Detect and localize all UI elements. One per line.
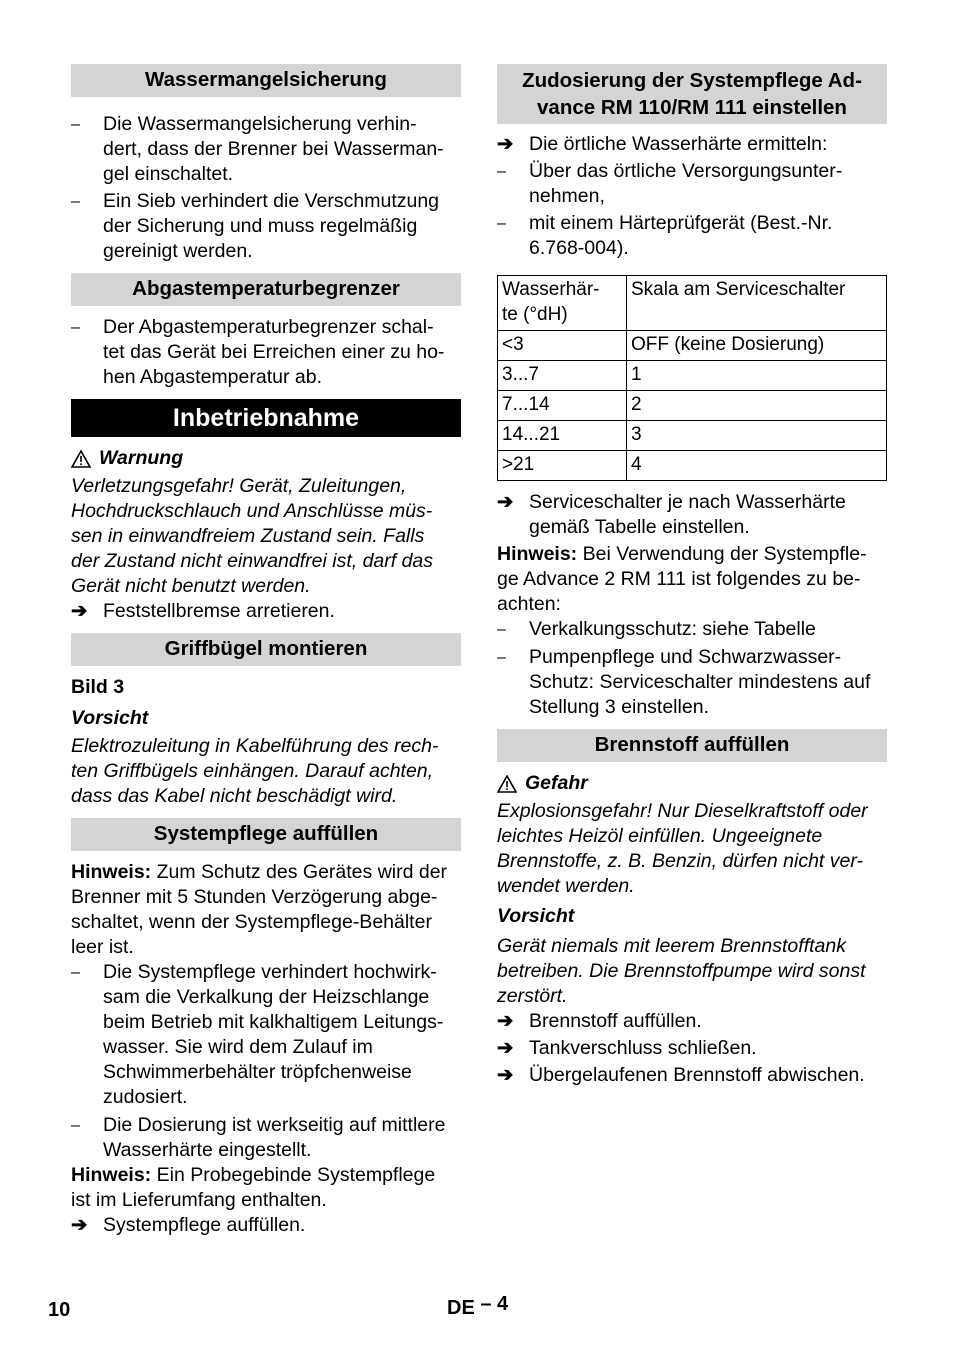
line: leichtes Heizöl einfüllen. Ungeeignete: [497, 824, 823, 847]
list-item: [71, 112, 461, 187]
list-item: [497, 645, 887, 720]
line: Die Dosierung ist werkseitig auf mittlere: [103, 1113, 446, 1136]
list-item: [71, 315, 461, 390]
table-cell: >21: [498, 451, 627, 481]
dash-icon: –: [497, 649, 506, 666]
line: Hochdruckschlauch und Anschlüsse müs-: [71, 499, 433, 522]
warning-triangle-icon: [497, 775, 517, 793]
line: Schutz: Serviceschalter mindestens auf: [529, 671, 871, 693]
line: dert, dass der Brenner bei Wasserman-: [103, 138, 444, 160]
line: Über das örtliche Versorgungsunter-: [529, 160, 843, 182]
note-label: Hinweis:: [71, 860, 152, 883]
line: gereinigt werden.: [103, 240, 253, 262]
line: 6.768-004).: [529, 237, 629, 259]
line: zudosiert.: [103, 1085, 188, 1108]
danger-label: [497, 771, 588, 796]
page-number: 10: [48, 1299, 71, 1321]
caution-text: [497, 934, 887, 1009]
line: Feststellbremse arretieren.: [103, 599, 335, 622]
table-cell: <3: [498, 331, 627, 361]
list-item: [497, 617, 887, 642]
dash-icon: –: [497, 215, 506, 232]
warning-label-text: Warnung: [99, 447, 184, 469]
table-row: [498, 451, 887, 481]
section-number: – 4: [480, 1293, 509, 1315]
dash-icon: –: [71, 1116, 80, 1134]
heading-griffbuegel: Griffbügel montieren: [71, 633, 461, 666]
note: [497, 542, 887, 617]
table-row: [498, 361, 887, 391]
note-text: Ein Probegebinde Systempflege: [151, 1163, 436, 1186]
line: Verletzungsgefahr! Gerät, Zuleitungen,: [71, 474, 407, 497]
list-item: [71, 189, 461, 264]
line: Systempflege auffüllen.: [103, 1213, 306, 1236]
dash-icon: –: [71, 319, 80, 336]
line: Übergelaufenen Brennstoff abwischen.: [529, 1063, 865, 1086]
step-item: [71, 599, 461, 624]
line: Die Systempflege verhindert hochwirk-: [103, 960, 437, 983]
line: Die Wassermangelsicherung verhin-: [103, 113, 417, 135]
note-text: Bei Verwendung der Systempfle-: [577, 543, 867, 565]
line: ten Griffbügels einhängen. Darauf achten,: [71, 759, 434, 782]
warning-triangle-icon: [71, 450, 91, 468]
heading-wassermangelsicherung: Wassermangelsicherung: [71, 64, 461, 97]
line: der Sicherung und muss regelmäßig: [103, 215, 418, 237]
table-cell: 2: [627, 391, 887, 421]
heading-zudosierung: [497, 64, 887, 124]
step-item: [497, 490, 887, 540]
figure-ref: Bild 3: [71, 675, 125, 698]
dash-icon: –: [497, 621, 506, 638]
line: beim Betrieb mit kalkhaltigem Leitungs-: [103, 1010, 444, 1033]
line: tet das Gerät bei Erreichen einer zu ho-: [103, 341, 445, 363]
list-item: [71, 960, 461, 1110]
line: Wasserhärte eingestellt.: [103, 1138, 312, 1161]
line: Tankverschluss schließen.: [529, 1036, 757, 1059]
table-cell: 3...7: [498, 361, 627, 391]
line: sam die Verkalkung der Heizschlange: [103, 985, 430, 1008]
table-cell: 4: [627, 451, 887, 481]
line: dass das Kabel nicht beschädigt wird.: [71, 784, 398, 807]
line: [497, 542, 887, 567]
dash-icon: –: [71, 116, 80, 133]
danger-label-text: Gefahr: [525, 772, 588, 794]
table-row: [498, 391, 887, 421]
heading-systempflege: Systempflege auffüllen: [71, 818, 461, 851]
line: Gerät nicht benutzt werden.: [71, 574, 311, 597]
line: te (°dH): [502, 304, 568, 325]
heading-brennstoff: Brennstoff auffüllen: [497, 729, 887, 762]
line: schaltet, wenn der Systempflege-Behälter: [71, 910, 432, 933]
line: gemäß Tabelle einstellen.: [529, 516, 750, 538]
table-cell: 3: [627, 421, 887, 451]
line: ist im Lieferumfang enthalten.: [71, 1188, 327, 1211]
table-header-cell: [498, 276, 627, 331]
note-text: Zum Schutz des Gerätes wird der: [151, 860, 448, 883]
section-marker: [447, 1293, 509, 1320]
step-item: [497, 1063, 887, 1088]
line: Elektrozuleitung in Kabelführung des rech-: [71, 734, 439, 757]
step-item: [497, 132, 887, 157]
note-label: Hinweis:: [497, 543, 578, 565]
table-header-cell: Skala am Serviceschalter: [627, 276, 887, 331]
danger-text: [497, 799, 887, 899]
dash-icon: –: [71, 193, 80, 210]
line: sen in einwandfreiem Zustand sein. Falls: [71, 524, 425, 547]
line: nehmen,: [529, 185, 605, 207]
line: vance RM 110/RM 111 einstellen: [537, 96, 847, 119]
line: Schwimmerbehälter tröpfchenweise: [103, 1060, 412, 1083]
warning-label: [71, 446, 183, 471]
caution-label: Vorsicht: [71, 706, 149, 729]
arrow-icon: ➔: [71, 599, 88, 622]
line: zerstört.: [497, 984, 568, 1007]
caution-label: Vorsicht: [497, 904, 575, 927]
arrow-icon: ➔: [497, 1063, 514, 1086]
line: Gerät niemals mit leerem Brennstofftank: [497, 934, 846, 957]
list-item: [71, 1113, 461, 1163]
language-code: DE: [447, 1297, 475, 1319]
table-cell: 7...14: [498, 391, 627, 421]
table-row: [498, 421, 887, 451]
line: Brennstoffe, z. B. Benzin, dürfen nicht ver-: [497, 849, 863, 872]
note: [71, 1163, 461, 1213]
line: Brenner mit 5 Stunden Verzögerung abge-: [71, 885, 438, 908]
line: Verkalkungsschutz: siehe Tabelle: [529, 618, 816, 640]
line: [71, 1163, 461, 1188]
line: mit einem Härteprüfgerät (Best.-Nr.: [529, 212, 833, 234]
left-column: [71, 64, 461, 1238]
line: Pumpenpflege und Schwarzwasser-: [529, 646, 842, 668]
heading-inbetriebnahme: Inbetriebnahme: [71, 399, 461, 437]
step-item: [71, 1213, 461, 1238]
line: betreiben. Die Brennstoffpumpe wird sonst: [497, 959, 866, 982]
line: Brennstoff auffüllen.: [529, 1009, 702, 1032]
arrow-icon: ➔: [497, 491, 514, 513]
line: Stellung 3 einstellen.: [529, 696, 709, 718]
hardness-table: [497, 275, 887, 481]
line: Zudosierung der Systempflege Ad-: [522, 69, 862, 92]
warning-text: [71, 474, 461, 599]
note-label: Hinweis:: [71, 1163, 152, 1186]
line: Ein Sieb verhindert die Verschmutzung: [103, 190, 440, 212]
line: Wasserhär-: [502, 279, 600, 300]
list-item: [497, 159, 887, 209]
note: [71, 860, 461, 960]
arrow-icon: ➔: [497, 133, 514, 155]
table-cell: 14...21: [498, 421, 627, 451]
line: Die örtliche Wasserhärte ermitteln:: [529, 133, 828, 155]
heading-abgastemperaturbegrenzer: Abgastemperaturbegrenzer: [71, 273, 461, 306]
table-cell: 1: [627, 361, 887, 391]
step-item: [497, 1036, 887, 1061]
dash-icon: –: [497, 163, 506, 180]
line: ge Advance 2 RM 111 ist folgendes zu be-: [497, 568, 861, 590]
table-row: [498, 331, 887, 361]
dash-icon: –: [71, 963, 80, 981]
line: gel einschaltet.: [103, 163, 234, 185]
right-column: [497, 64, 887, 1088]
arrow-icon: ➔: [497, 1036, 514, 1059]
line: Explosionsgefahr! Nur Dieselkraftstoff oder: [497, 799, 868, 822]
caution-text: [71, 734, 461, 809]
line: wendet werden.: [497, 874, 635, 897]
line: [71, 860, 461, 885]
line: Serviceschalter je nach Wasserhärte: [529, 491, 846, 513]
line: wasser. Sie wird dem Zulauf im: [103, 1035, 373, 1058]
line: der Zustand nicht einwandfrei ist, darf das: [71, 549, 434, 572]
line: leer ist.: [71, 935, 134, 958]
arrow-icon: ➔: [71, 1213, 88, 1236]
line: achten:: [497, 593, 561, 615]
line: Der Abgastemperaturbegrenzer schal-: [103, 316, 434, 338]
line: hen Abgastemperatur ab.: [103, 366, 322, 388]
arrow-icon: ➔: [497, 1009, 514, 1032]
list-item: [497, 211, 887, 261]
table-cell: OFF (keine Dosierung): [627, 331, 887, 361]
step-item: [497, 1009, 887, 1034]
table-header-row: [498, 276, 887, 331]
